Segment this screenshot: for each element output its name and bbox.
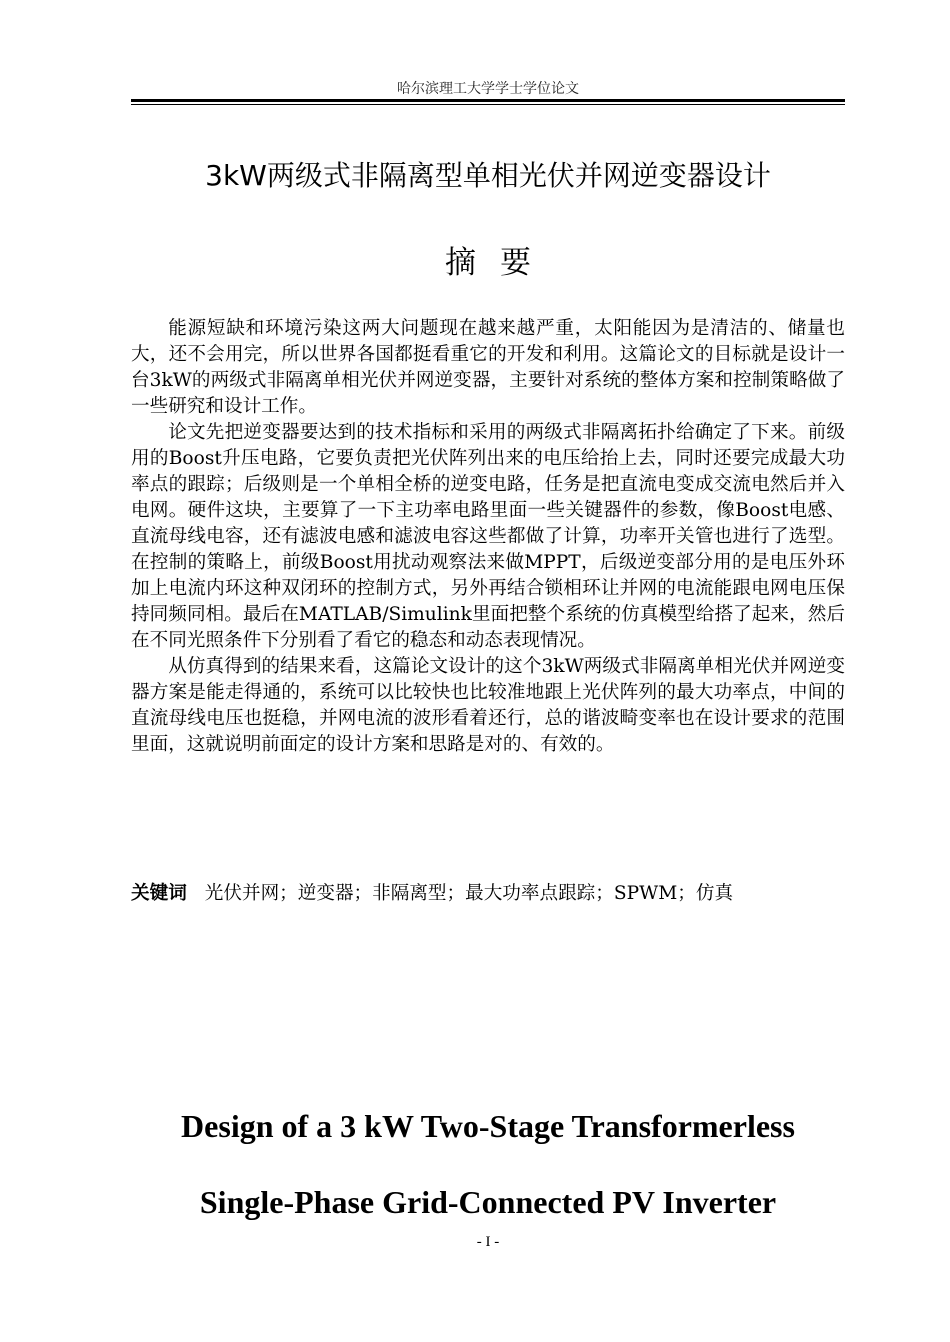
keywords — [131, 880, 845, 908]
header-rule — [131, 99, 845, 105]
keywords-label: 关键词 — [131, 883, 187, 904]
english-title-line-2: Single-Phase Grid-Connected PV Inverter — [199, 1184, 777, 1220]
abstract-paragraph: 从仿真得到的结果来看，这篇论文设计的这个3kW两级式非隔离单相光伏并网逆变器方案是能走得通的，系统可以比较快也比较准地跟上光伏阵列的最大功率点，中间的直流母线电压也挺稳，并网电流的波形看着还行，总的谐波畸变率也在设计要求的范围里面，这就说明前面定的设计方案和思路是对的、有效的。 — [131, 656, 845, 755]
running-header: 哈尔滨理工大学学士学位论文 — [397, 81, 579, 97]
page-number: - I - — [476, 1234, 500, 1250]
abstract-paragraph: 论文先把逆变器要达到的技术指标和采用的两级式非隔离拓扑给确定了下来。前级用的Boost升压电路，它要负责把光伏阵列出来的电压给抬上去，同时还要完成最大功率点的跟踪；后级则是一个单相全桥的逆变电路，任务是把直流电变成交流电然后并入电网。硬件这块，主要算了一下主功率电路里面一些关键器件的参数，像Boost电感、直流母线电容，还有滤波电感和滤波电容这些都做了计算，功率开关管也进行了选型。在控制的策略上，前级Boost用扰动观察法来做MPPT，后级逆变部分用的是电压外环加上电流内环这种双闭环的控制方式，另外再结合锁相环让并网的电流能跟电网电压保持同频同相。最后在MATLAB/Simulink里面把整个系统的仿真模型给搭了起来，然后在不同光照条件下分别看了看它的稳态和动态表现情况。 — [131, 422, 845, 651]
keywords-text: 光伏并网；逆变器；非隔离型；最大功率点跟踪；SPWM；仿真 — [204, 883, 734, 904]
chinese-title: 3kW两级式非隔离型单相光伏并网逆变器设计 — [205, 159, 771, 192]
english-title-line-1: Design of a 3 kW Two-Stage Transformerless — [181, 1108, 795, 1144]
abstract-heading: 摘要 — [445, 245, 555, 281]
abstract-paragraph: 能源短缺和环境污染这两大问题现在越来越严重，太阳能因为是清洁的、储量也大，还不会用完，所以世界各国都挺看重它的开发和利用。这篇论文的目标就是设计一台3kW的两级式非隔离单相光伏并网逆变器，主要针对系统的整体方案和控制策略做了一些研究和设计工作。 — [131, 318, 845, 417]
abstract-body — [131, 316, 845, 758]
